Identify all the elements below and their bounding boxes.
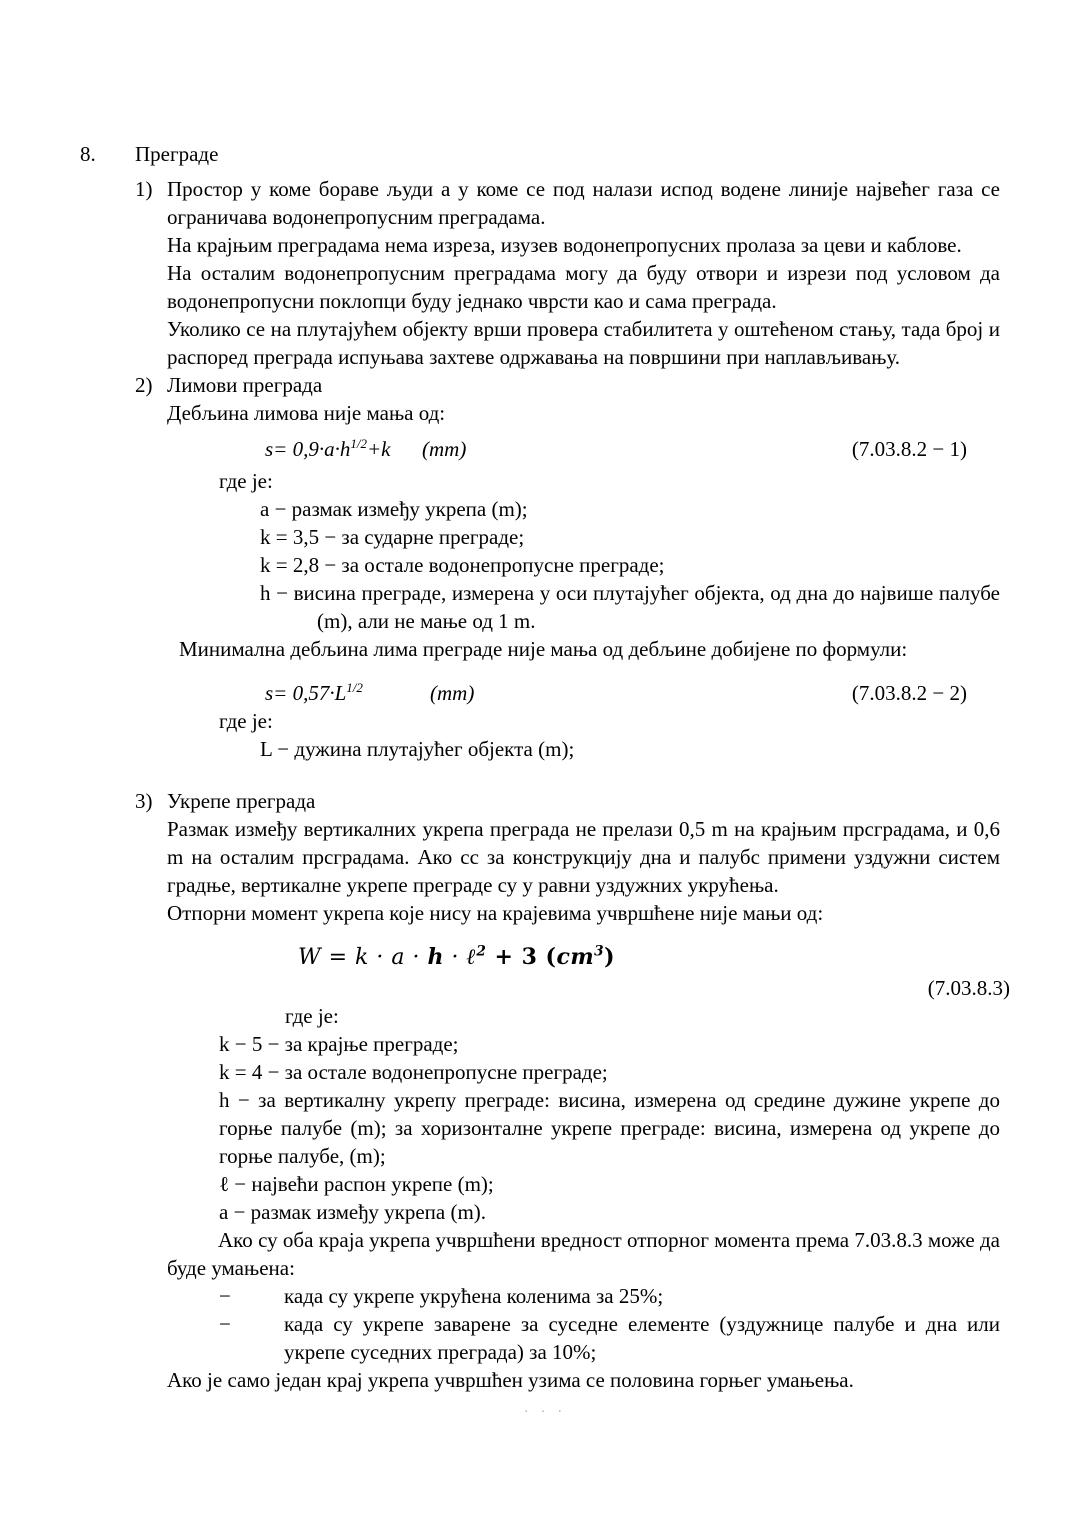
bullet-item-2 (219, 1310, 1000, 1366)
item-1-paragraph-1: Простор у коме бораве људи а у коме се под налази испод водене линије највећег газа се ограничава водонепропусним преградама. (167, 177, 1000, 229)
formula-2-unit: (mm) (430, 681, 475, 705)
item-2-where-label: где је: (219, 469, 273, 493)
formula-7-03-8-3: W = k · a · h · ℓ$^2$ + 3 $(cm^3)$ (298, 943, 616, 970)
item-3-def-k5: k − 5 − за крајње преграде; (219, 1032, 459, 1056)
item-2-marker: 2) (135, 373, 153, 397)
item-3-paragraph-2: Отпорни момент укрепа које нису на крајевима учвршћене није мањи од: (167, 901, 824, 925)
item-2-intro: Дебљина лимова није мања од: (167, 401, 446, 425)
item-1-paragraph-3: На осталим водонепропусним преградама могу да буду отвори и изрези под условом да водонепропусни поклопци буду једнако чврсти као и сама преграда. (167, 261, 1000, 313)
item-3-where-label: где је: (285, 1004, 339, 1028)
item-3-marker: 3) (135, 789, 153, 813)
formula-2-reference: (7.03.8.2 − 2) (851, 681, 967, 705)
item-3-paragraph-1: Размак између вертикалних укрепа преграда не прелази 0,5 m на крајњим прсградама, и 0,6 m на осталим прсградама. Ако сс за конструкцију дна и палубс примени уздужни систем градње, вертикалне укрепе преграде су у равни уздужних укрућења. (167, 817, 1000, 897)
item-3-def-k4: k = 4 − за остале водонепропусне преграде; (219, 1060, 608, 1084)
item-2-def-L: L − дужина плутајућег објекта (m); (260, 737, 575, 761)
formula-1-reference: (7.03.8.2 − 1) (851, 437, 967, 461)
formula-7-03-8-2-1 (0, 435, 1090, 463)
item-1-paragraph-4: Уколико се на плутајућем објекту врши провера стабилитета у оштећеном стању, тада број и распоред преграда испуњава захтеве одржавања на површини при наплављивању. (167, 317, 1000, 369)
item-3-title: Укрепе преграда (167, 789, 316, 813)
section-heading (80, 140, 1090, 168)
item-3-paragraph-3: Ако су оба краја укрепа учвршћени вредност отпорног момента према 7.03.8.3 може да буде умањена: (167, 1228, 1000, 1280)
item-2-def-k28: k = 2,8 − за остале водонепропусне преграде; (260, 553, 665, 577)
item-2-def-h: h − висина преграде, измерена у оси плутајућег објекта, од дна до највише палубе (m), али не мање од 1 m. (260, 581, 1000, 633)
item-2-min-note: Минимална дебљина лима преграде није мања од дебљине добијене по формули: (179, 637, 908, 661)
item-2-def-k35: k = 3,5 − за сударне преграде; (260, 525, 525, 549)
item-1-marker: 1) (135, 177, 153, 201)
item-3-def-h: h − за вертикалну укрепу преграде: висина, измерена од средине дужине укрепе до горње палубе (m); за хоризонталне укрепе преграде: висина, измерена од укрепе до горње палубе, (m); (219, 1088, 1000, 1168)
list-item-3 (135, 787, 1000, 815)
bullet-item-1 (219, 1282, 1000, 1310)
page-footer-dots: · · · (523, 1404, 567, 1420)
bullet-dash: − (219, 1284, 231, 1308)
bullet-dash: − (219, 1312, 231, 1336)
formula-7-03-8-2-2 (0, 679, 1090, 707)
item-3-def-a: a − размак између укрепа (m). (219, 1200, 487, 1224)
item-2-def-a: a − размак између укрепа (m); (260, 497, 528, 521)
item-2-title: Лимови преграда (167, 373, 323, 397)
item-2-where-label-2: где је: (219, 709, 273, 733)
bullet-2-text: када су укрепе заварене за суседне елементе (уздужнице палубе и дна или укрепе суседних преграда) за 10%; (284, 1312, 1000, 1364)
bullet-1-text: када су укрепе укрућена коленима за 25%; (284, 1284, 664, 1308)
item-3-closing: Ако је само један крај укрепа учвршћен узима се половина горњег умањења. (167, 1368, 854, 1392)
formula-2-expression: $s= 0,57\cdot L^{1/2}$ (265, 680, 363, 705)
item-3-def-l: ℓ − највећи распон укрепе (m); (219, 1172, 494, 1196)
section-title: Преграде (135, 142, 219, 166)
formula-1-expression: $s= 0,9\cdot a\cdot h^{1/2}+k$ (265, 436, 391, 461)
formula-1-unit: (mm) (422, 437, 467, 461)
item-1-paragraph-2: На крајњим преградама нема изреза, изузев водонепропусних пролаза за цеви и каблове. (167, 233, 962, 257)
list-item-1 (135, 175, 1000, 371)
list-item-2 (135, 371, 1000, 399)
section-number: 8. (80, 142, 96, 166)
formula-3-reference: (7.03.8.3) (927, 976, 1010, 1000)
